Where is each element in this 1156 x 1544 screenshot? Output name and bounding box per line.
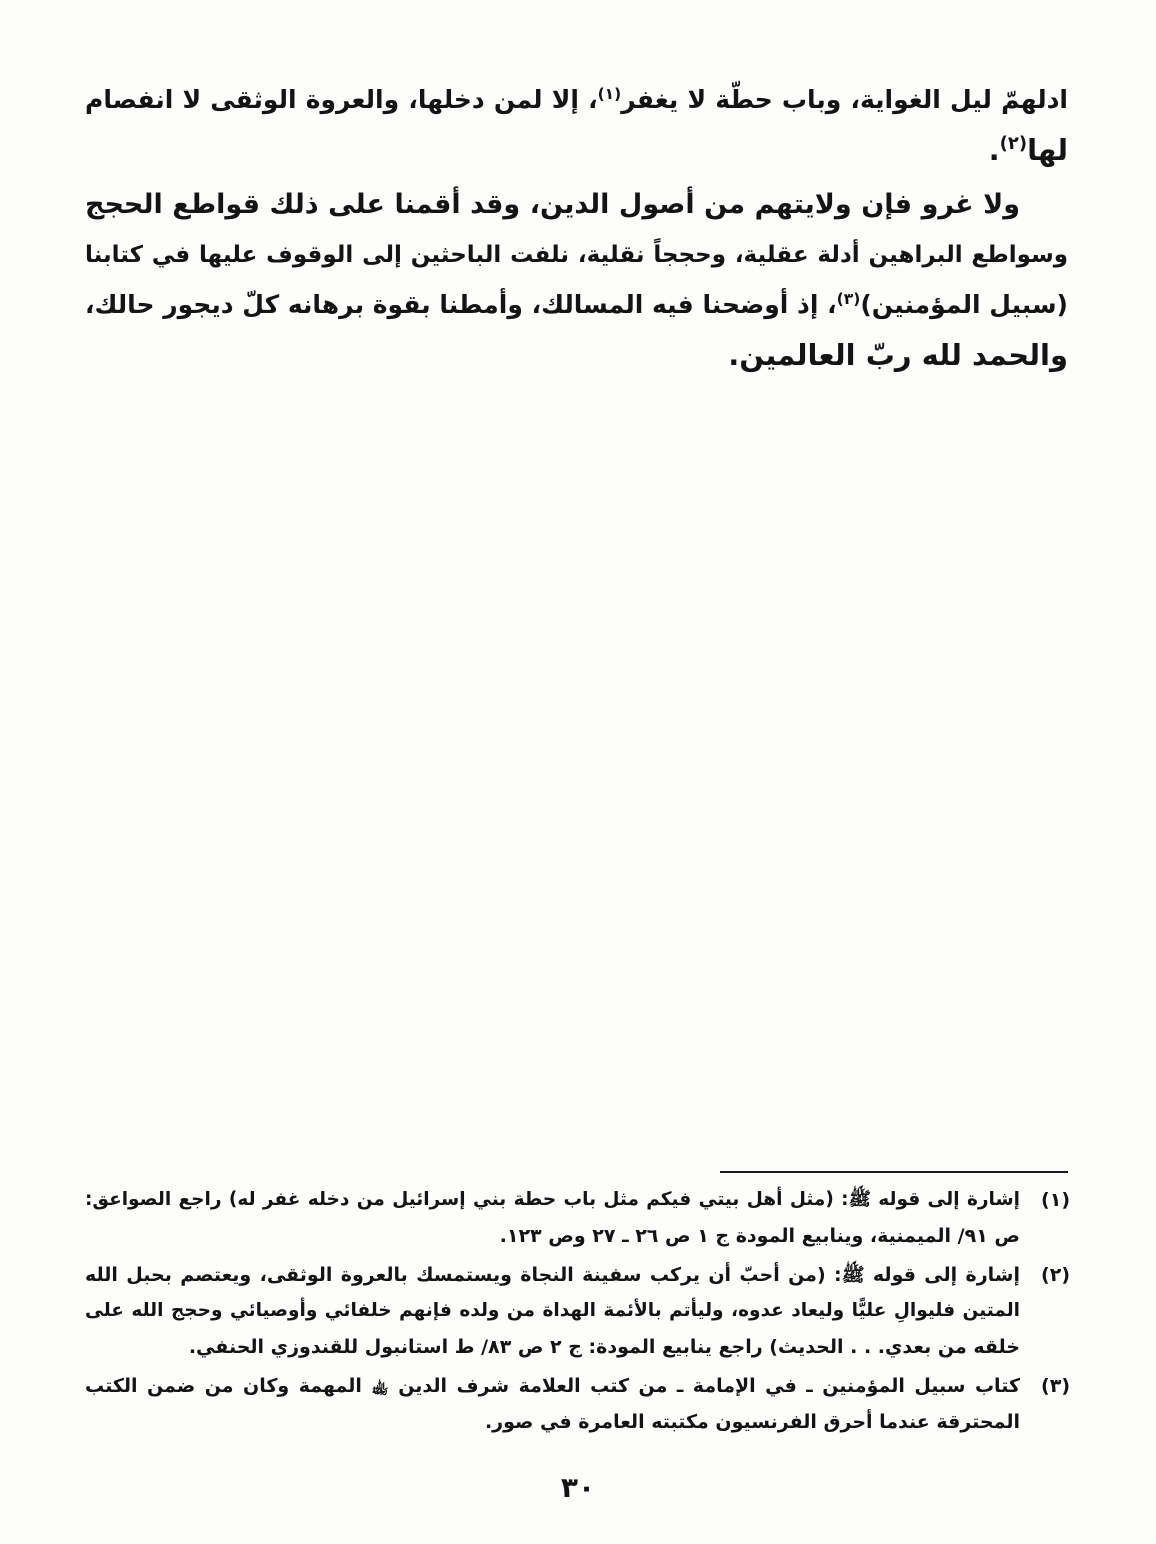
footnote-number: (٢): [1041, 1264, 1070, 1286]
footnote-line: المحترقة عندما أحرق الفرنسيون مكتبته العامرة في صور.: [484, 1411, 1020, 1433]
footnote-2: [85, 1257, 1070, 1365]
text-line: [85, 280, 1068, 330]
footnote-text: [85, 1182, 1020, 1254]
text-line: [85, 75, 1068, 125]
footnote-line: إشارة إلى قوله ﷺ: (من أحبّ أن يركب سفينة النجاة ويستمسك بالعروة الوثقى، ويعتصم بحبل الله: [85, 1264, 1020, 1286]
text-line: [85, 230, 1068, 280]
text-segment: ، إذ أوضحنا فيه المسالك، وأمطنا بقوة برهانه كلّ ديجور حالك،: [85, 290, 837, 319]
text-segment: ادلهمّ ليل الغواية، وباب حطّة لا يغفر: [621, 85, 1068, 114]
text-segment: (سبيل المؤمنين): [860, 290, 1068, 319]
text-line: [85, 180, 1068, 230]
text-segment: لها: [1027, 133, 1068, 167]
footnote-ref-3: (٣): [836, 289, 861, 308]
footnote-number: (٣): [1041, 1375, 1070, 1397]
paragraph-2: [85, 180, 1068, 380]
page-number: ٣٠: [560, 1471, 596, 1504]
footnote-text: [85, 1368, 1020, 1440]
footnote-number: (١): [1041, 1189, 1070, 1211]
text-line: [85, 330, 1068, 380]
footnote-separator: [720, 1171, 1068, 1173]
text-segment: ولا غرو فإن ولايتهم من أصول الدين، وقد أقمنا على ذلك قواطع الحجج: [85, 189, 1020, 220]
text-segment: ، إلا لمن دخلها، والعروة الوثقى لا انفصام: [85, 85, 598, 114]
text-segment: .: [988, 133, 1000, 167]
text-line: [85, 125, 1068, 175]
footnote-3: [85, 1368, 1070, 1440]
footnote-ref-1: (١): [597, 84, 622, 103]
footnote-line: المتين فليوالِ عليًّا وليعاد عدوه، وليأتم بالأئمة الهداة من ولده فإنهم خلفائي وأوصيائي وحجج الله على: [85, 1300, 1020, 1321]
text-segment: والحمد لله ربّ العالمين.: [728, 338, 1068, 372]
footnote-line: ص ٩١/ الميمنية، وينابيع المودة ج ١ ص ٢٦ ـ ٢٧ وص ١٢٣.: [499, 1225, 1020, 1247]
footnote-ref-2: (٢): [999, 133, 1028, 155]
footnote-line: خلقه من بعدي. . . الحديث) راجع ينابيع المودة: ج ٢ ص ٨٣/ ط استانبول للقندوزي الحنفي.: [188, 1336, 1020, 1358]
footnote-line: كتاب سبيل المؤمنين ـ في الإمامة ـ من كتب العلامة شرف الدين ﵀ المهمة وكان من ضمن الكتب: [85, 1375, 1020, 1397]
footnote-text: [85, 1257, 1020, 1365]
footnote-line: إشارة إلى قوله ﷺ: (مثل أهل بيتي فيكم مثل باب حطة بني إسرائيل من دخله غفر له) راجع الصواعق:: [85, 1189, 1020, 1210]
main-text: [85, 75, 1068, 380]
paragraph-1: [85, 75, 1068, 175]
text-segment: وسواطع البراهين أدلة عقلية، وحججاً نقلية، نلفت الباحثين إلى الوقوف عليها في كتابنا: [85, 242, 1068, 268]
footnote-1: [85, 1182, 1070, 1254]
footnotes: [85, 1182, 1070, 1440]
